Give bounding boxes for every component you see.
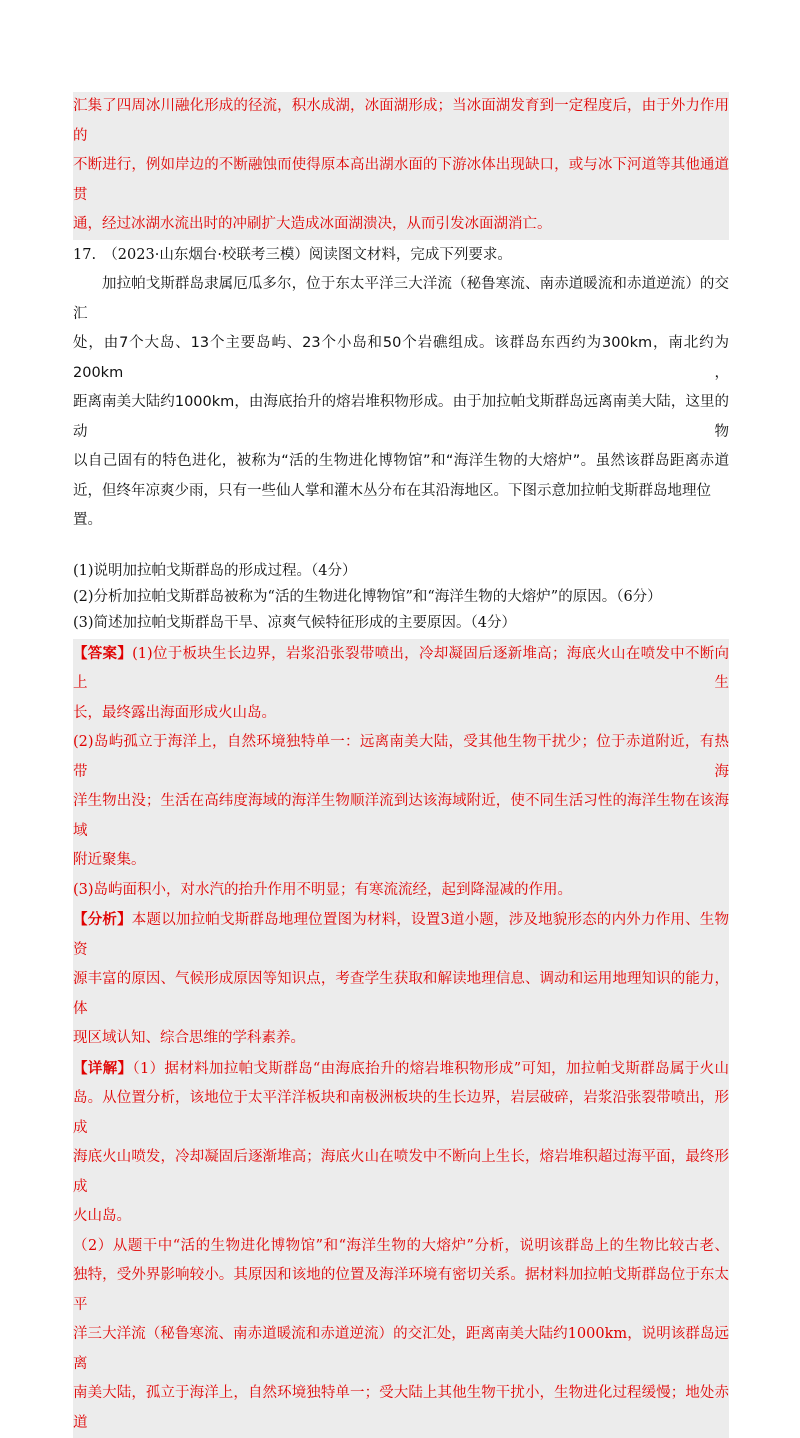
- answer-line: 附近聚集。: [73, 846, 729, 876]
- detail-text: （1）据材料加拉帕戈斯群岛“由海底抬升的熔岩堆积物形成”可知，加拉帕戈斯群岛属于火山: [132, 1061, 729, 1077]
- material-line: 处，由7个大岛、13个主要岛屿、23个小岛和50个岩礁组成。该群岛东西约为300km，南北约为200km，: [73, 329, 729, 388]
- material-line: 加拉帕戈斯群岛隶属厄瓜多尔，位于东太平洋三大洋流（秘鲁寒流、南赤道暖流和赤道逆流）的交汇: [73, 270, 729, 329]
- detail-line: 火山岛。: [73, 1202, 729, 1232]
- material-line: 近，但终年凉爽少雨，只有一些仙人掌和灌木丛分布在其沿海地区。下图示意加拉帕戈斯群岛地理位置。: [73, 477, 729, 536]
- answer-line: (2)岛屿孤立于海洋上，自然环境独特单一：远离南美大陆，受其他生物干扰少；位于赤道附近，有热带海: [73, 728, 729, 787]
- detail-line: 洋三大洋流（秘鲁寒流、南赤道暖流和赤道逆流）的交汇处，距离南美大陆约1000km，说明该群岛远离: [73, 1320, 729, 1379]
- detail-line-1: [73, 1054, 729, 1085]
- question-header: 17. （2023·山东烟台·校联考三模）阅读图文材料，完成下列要求。: [73, 241, 729, 271]
- analysis-text: 本题以加拉帕戈斯群岛地理位置图为材料，设置3道小题，涉及地貌形态的内外力作用、生物资: [73, 912, 729, 958]
- sub-question-2: (2)分析加拉帕戈斯群岛被称为“活的生物进化博物馆”和“海洋生物的大熔炉”的原因。（6分）: [73, 584, 729, 610]
- answer-line: 汇集了四周冰川融化形成的径流，积水成湖，冰面湖形成；当冰面湖发育到一定程度后，由于外力作用的: [73, 92, 729, 151]
- answer-line-1: [73, 639, 729, 699]
- detail-line: 独特，受外界影响较小。其原因和该地的位置及海洋环境有密切关系。据材料加拉帕戈斯群岛位于东太平: [73, 1261, 729, 1320]
- detail-line: 海底火山喷发，冷却凝固后逐渐堆高；海底火山在喷发中不断向上生长，熔岩堆积超过海平面，最终形成: [73, 1143, 729, 1202]
- material-passage: [73, 270, 729, 536]
- sub-question-3: (3)简述加拉帕戈斯群岛干旱、凉爽气候特征形成的主要原因。（4分）: [73, 610, 729, 636]
- answer-text: (1)位于板块生长边界，岩浆沿张裂带喷出，冷却凝固后逐新堆高；海底火山在喷发中不断向上生: [73, 646, 729, 692]
- detail-tag: 【详解】: [73, 1060, 132, 1077]
- analysis-line: 现区域认知、综合思维的学科素养。: [73, 1024, 729, 1054]
- material-line: 距离南美大陆约1000km，由海底抬升的熔岩堆积物形成。由于加拉帕戈斯群岛远离南美大陆，这里的动物: [73, 388, 729, 447]
- answer-line: (3)岛屿面积小，对水汽的抬升作用不明显；有寒流流经，起到降湿减的作用。: [73, 876, 729, 906]
- previous-answer-block: [73, 92, 729, 240]
- answer-line: 不断进行，例如岸边的不断融蚀而使得原本高出湖水面的下游冰体出现缺口，或与冰下河道等其他通道贯: [73, 151, 729, 210]
- analysis-line: 源丰富的原因、气候形成原因等知识点，考查学生获取和解读地理信息、调动和运用地理知识的能力，体: [73, 965, 729, 1024]
- answer-line: 通，经过冰湖水流出时的冲刷扩大造成冰面湖溃决，从而引发冰面湖消亡。: [73, 210, 729, 240]
- answer-line: 长，最终露出海面形成火山岛。: [73, 699, 729, 729]
- detail-line: 岛。从位置分析，该地位于太平洋洋板块和南极洲板块的生长边界，岩层破碎，岩浆沿张裂带喷出，形成: [73, 1084, 729, 1143]
- analysis-line-1: [73, 905, 729, 965]
- page-content: [73, 92, 729, 1438]
- answer-tag: 【答案】: [73, 645, 132, 662]
- material-line: 以自己固有的特色进化，被称为“活的生物进化博物馆”和“海洋生物的大熔炉”。虽然该群岛距离赤道: [73, 447, 729, 477]
- answer-block: [73, 639, 729, 1438]
- analysis-tag: 【分析】: [73, 911, 132, 928]
- sub-questions: [73, 558, 729, 636]
- detail-line: （2）从题干中“活的生物进化博物馆”和“海洋生物的大熔炉”分析，说明该群岛上的生物比较古老、: [73, 1232, 729, 1262]
- detail-line: 南美大陆，孤立于海洋上，自然环境独特单一；受大陆上其他生物干扰小，生物进化过程缓慢；地处赤道: [73, 1379, 729, 1438]
- sub-question-1: (1)说明加拉帕戈斯群岛的形成过程。（4分）: [73, 558, 729, 584]
- answer-line: 洋生物出没；生活在高纬度海域的海洋生物顺洋流到达该海域附近，使不同生活习性的海洋生物在该海域: [73, 787, 729, 846]
